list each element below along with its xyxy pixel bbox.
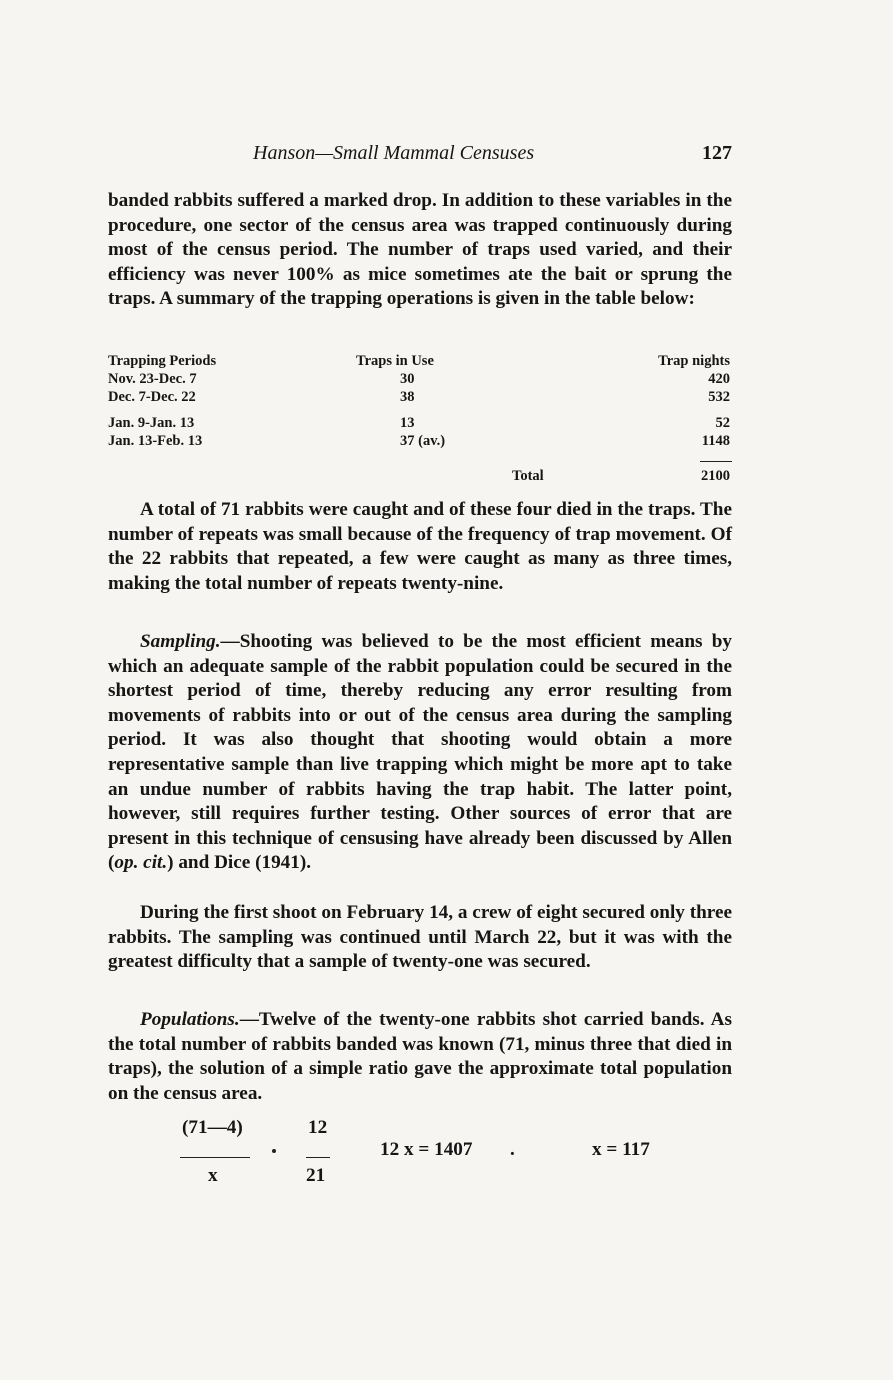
table-row [108, 370, 732, 388]
paragraph-trapping-variables [108, 189, 732, 312]
cell-period: Jan. 9-Jan. 13 [108, 415, 195, 431]
page-number: 127 [702, 142, 732, 164]
cell-trap-nights: 1148 [701, 433, 730, 449]
header-trapping-periods: Trapping Periods [108, 353, 217, 369]
running-head [108, 142, 732, 168]
paragraph-text [108, 1008, 732, 1106]
cell-period: Dec. 7-Dec. 22 [108, 389, 196, 405]
paragraph-first-shoot [108, 901, 732, 975]
cell-trap-nights: 532 [708, 389, 730, 405]
cell-traps: 38 [400, 389, 415, 405]
table-row [108, 388, 732, 406]
table-total-row [108, 468, 732, 486]
equation-step: 12 x = 1407 [380, 1139, 473, 1160]
cell-period: Jan. 13-Feb. 13 [108, 433, 203, 449]
ratio-equation [0, 1115, 893, 1195]
header-traps-in-use: Traps in Use [356, 353, 434, 369]
table-row [108, 432, 732, 450]
fraction-1-denominator: x [208, 1165, 218, 1186]
running-title: Hanson—Small Mammal Censuses [253, 142, 535, 164]
header-trap-nights: Trap nights [658, 353, 730, 369]
paragraph-body-end: ) and Dice (1941). [167, 852, 312, 874]
cell-traps: 13 [400, 415, 415, 431]
paragraph-rabbits-caught [108, 498, 732, 596]
fraction-1-bar [180, 1157, 250, 1158]
section-heading-populations: Populations. [140, 1009, 240, 1030]
paragraph-populations [108, 1008, 732, 1106]
paragraph-text: During the first shoot on February 14, a crew of eight secured only three rabbits. The sampling was continued until March 22, but it was with the greatest difficulty that a sample of twenty-one was secured. [108, 902, 732, 973]
paragraph-sampling [108, 630, 732, 876]
equation-result: x = 117 [592, 1139, 650, 1160]
fraction-2-numerator: 12 [308, 1117, 328, 1138]
trapping-table [108, 352, 732, 450]
paragraph-body: —Twelve of the twenty-one rabbits shot carried bands. As the total number of rabbits banded was known (71, minus three that died in traps), the solution of a simple ratio gave the approximate total population on the census area. [108, 1009, 732, 1104]
cell-trap-nights: 420 [708, 371, 730, 387]
table-row [108, 414, 732, 432]
cell-traps: 30 [400, 371, 415, 387]
fraction-2-denominator: 21 [306, 1165, 326, 1186]
multiply-dot [272, 1149, 276, 1153]
paragraph-body: —Shooting was believed to be the most efficient means by which an adequate sample of the rabbit population could be secured in the shortest period of time, thereby reducing any error resulting from movements of rabbits into or out of the census area during the sampling period. It was also thought that shooting would obtain a more representative sample than live trapping which might be more apt to take an undue number of rabbits having the trap habit. The latter point, however, still requires further testing. Other sources of error that are present in this technique of censusing have already been discussed by Allen ( [108, 631, 732, 874]
total-value: 2100 [701, 468, 730, 484]
fraction-1-numerator: (71—4) [182, 1117, 243, 1138]
table-header-row [108, 352, 732, 370]
fraction-2-bar [306, 1157, 330, 1158]
citation-op-cit: op. cit. [114, 852, 168, 874]
section-heading-sampling: Sampling. [140, 631, 221, 652]
cell-period: Nov. 23-Dec. 7 [108, 371, 197, 387]
paragraph-text: banded rabbits suffered a marked drop. In addition to these variables in the procedure, one sector of the census area was trapped continuously during most of the census period. The number of traps used varied, and their efficiency was never 100% as mice sometimes ate the bait or sprung the traps. A summary of the trapping operations is given in the table below: [108, 190, 732, 310]
total-rule [700, 461, 732, 462]
paragraph-text: A total of 71 rabbits were caught and of these four died in the traps. The number of repeats was small because of the frequency of trap movement. Of the 22 rabbits that repeated, a few were caught as many as three times, making the total number of repeats twenty-nine. [108, 499, 732, 594]
total-label: Total [512, 468, 544, 484]
paragraph-text [108, 630, 732, 876]
cell-trap-nights: 52 [715, 415, 730, 431]
cell-traps: 37 (av.) [400, 433, 446, 449]
equation-separator: . [510, 1139, 515, 1160]
